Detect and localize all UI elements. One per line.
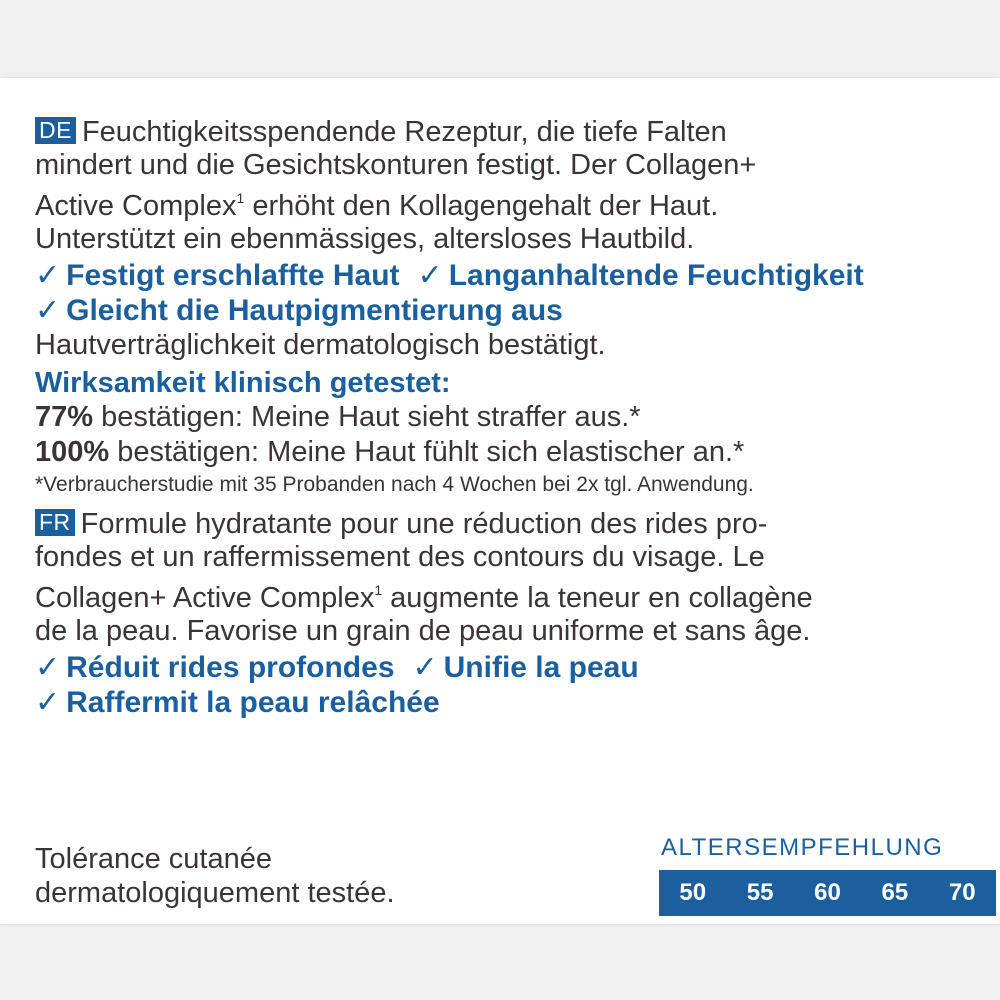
fr-line-4: de la peau. Favorise un grain de peau uniforme et sans âge. [35, 615, 811, 647]
de-line-3-post: erhöht den Kollagengehalt der Haut. [244, 190, 719, 222]
age-title: ALTERSEMPFEHLUNG [661, 834, 944, 861]
fr-tolerance-line-1: Tolérance cutanée [35, 843, 272, 875]
de-benefit-item [35, 293, 563, 328]
de-benefit-label: Gleicht die Hautpigmentierung aus [66, 294, 563, 327]
de-benefit-label: Langanhaltende Feuchtigkeit [448, 259, 864, 292]
age-bar [659, 870, 996, 916]
age-value: 60 [814, 879, 841, 906]
check-icon: ✓ [35, 259, 61, 292]
de-footnote: *Verbraucherstudie mit 35 Probanden nach 4 Wochen bei 2x tgl. Anwendung. [35, 473, 754, 496]
fr-line-3-post: augmente la teneur en collagène [382, 582, 813, 614]
fr-tolerance-line-2: dermatologiquement testée. [35, 877, 395, 909]
fr-benefit-label: Unifie la peau [443, 651, 639, 684]
fr-badge: FR [35, 509, 75, 536]
de-tolerance: Hautverträglichkeit dermatologisch bestätigt. [35, 329, 606, 361]
de-benefit-item [35, 258, 400, 293]
fr-description [35, 508, 965, 648]
fr-line-3-pre: Collagen+ Active Complex [35, 582, 375, 614]
de-benefit-item [418, 258, 864, 293]
age-recommendation [659, 834, 996, 916]
de-badge: DE [35, 117, 76, 144]
stat-value: 77% [35, 401, 94, 433]
de-description [35, 116, 965, 256]
age-value: 65 [881, 879, 909, 906]
de-stat-2 [35, 435, 965, 470]
stat-value: 100% [35, 436, 110, 468]
fr-benefit-label: Raffermit la peau relâchée [66, 686, 440, 719]
de-line-4: Unterstützt ein ebenmässiges, altersloses Hautbild. [35, 223, 695, 255]
de-benefit-label: Festigt erschlaffte Haut [66, 259, 400, 292]
stat-text: bestätigen: Meine Haut sieht straffer aus.* [93, 401, 641, 433]
age-value: 50 [679, 879, 707, 906]
age-value: 70 [948, 879, 976, 906]
check-icon: ✓ [35, 686, 61, 719]
fr-line-1: Formule hydratante pour une réduction des rides pro- [80, 508, 768, 540]
package-panel [0, 78, 1000, 924]
fr-footnote-marker: 1 [374, 582, 383, 598]
de-line-3-pre: Active Complex [35, 190, 237, 222]
fr-line-2: fondes et un raffermissement des contours du visage. Le [35, 541, 765, 573]
stat-text: bestätigen: Meine Haut fühlt sich elastischer an.* [109, 436, 745, 468]
de-line-1: Feuchtigkeitsspendende Rezeptur, die tiefe Falten [81, 116, 727, 148]
de-efficacy-heading: Wirksamkeit klinisch getestet: [35, 367, 451, 399]
check-icon: ✓ [417, 259, 443, 292]
text-content [35, 116, 976, 909]
de-footnote-marker: 1 [236, 190, 245, 206]
fr-benefit-item [35, 685, 440, 720]
fr-benefits [35, 650, 965, 720]
age-value: 55 [746, 879, 774, 906]
de-benefits [35, 258, 965, 328]
fr-benefit-item [35, 650, 395, 685]
de-stat-1 [35, 400, 965, 435]
fr-tolerance [35, 842, 555, 910]
fr-benefit-label: Réduit rides profondes [66, 651, 395, 684]
check-icon: ✓ [35, 651, 61, 684]
fr-benefit-item [413, 650, 639, 685]
de-line-2: mindert und die Gesichtskonturen festigt. Der Collagen+ [35, 149, 757, 181]
check-icon: ✓ [412, 651, 438, 684]
check-icon: ✓ [35, 294, 61, 327]
